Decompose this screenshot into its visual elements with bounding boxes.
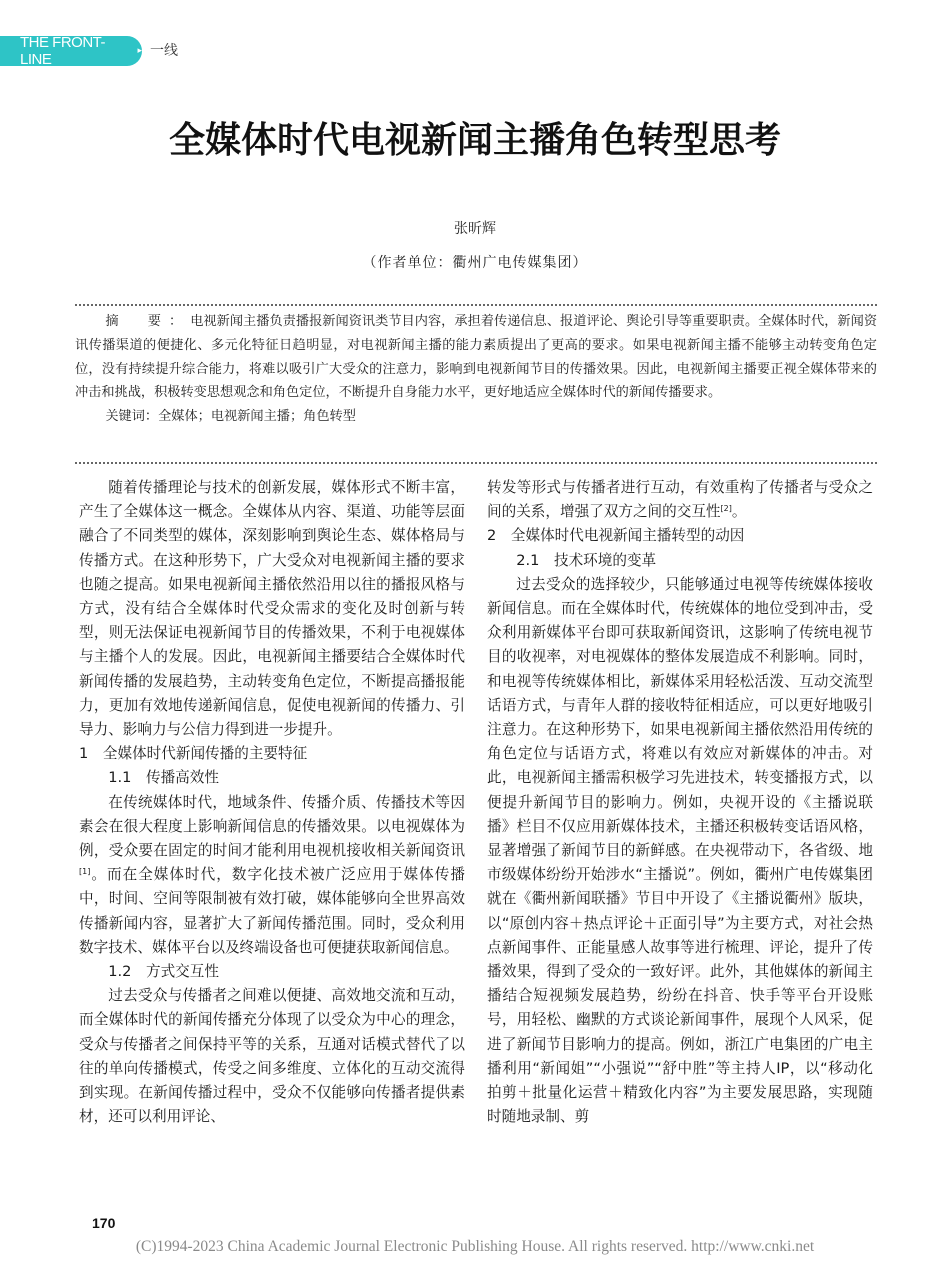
page-number: 170 [92,1215,116,1231]
paragraph-2-1: 过去受众的选择较少，只能够通过电视等传统媒体接收新闻信息。而在全媒体时代，传统媒体的地位受到冲击，受众利用新媒体平台即可获取新闻资讯，这影响了传统电视节目的收视率，对电视媒体的整体发展造成不利影响。同时，和电视等传统媒体相比，新媒体采用轻松活泼、互动交流型话语方式，与青年人群的接收特征相适应，可以更好地吸引注意力。在这种形势下，如果电视新闻主播依然沿用传统的角色定位与话语方式，将难以有效应对新媒体的冲击。对此，电视新闻主播需积极学习先进技术，转变播报方式，以便提升新闻节目的影响力。例如，央视开设的《主播说联播》栏目不仅应用新媒体技术，主播还积极转变话语风格，显著增强了新闻节目的新鲜感。在央视带动下，各省级、地市级媒体纷纷开始涉水“主播说”。例如，衢州广电传媒集团就在《衢州新闻联播》节目中开设了《主播说衢州》版块，以“原创内容＋热点评论＋正面引导”为主要方式，对社会热点新闻事件、正能量感人故事等进行梳理、评论，提升了传播效果，得到了受众的一致好评。此外，其他媒体的新闻主播结合短视频发展趋势，纷纷在抖音、快手等平台开设账号，用轻松、幽默的方式谈论新闻事件，展现个人风采，促进了新闻节目影响力的提高。例如，浙江广电集团的广电主播利用“新闻姐”“小强说”“舒中胜”等主持人IP，以“移动化拍剪＋批量化运营＋精致化内容”为主要发展思路，实现随时随地录制、剪 [487,575,873,1126]
continued-paragraph [487,476,873,524]
play-arrow-icon: ▸ [137,46,142,56]
body-column-left [79,476,465,1129]
intro-paragraph: 随着传播理论与技术的创新发展，媒体形式不断丰富，产生了全媒体这一概念。全媒体从内容、渠道、功能等层面融合了不同类型的媒体，深刻影响到舆论生态、媒体格局与传播方式。在这种形势下，广大受众对电视新闻主播的要求也随之提高。如果电视新闻主播依然沿用以往的播报风格与方式，没有结合全媒体时代受众需求的变化及时创新与转型，则无法保证电视新闻节目的传播效果，不利于电视媒体与主播个人的发展。因此，电视新闻主播要结合全媒体时代新闻传播的发展趋势，主动转变角色定位，不断提高播报能力，更加有效地传递新闻信息，促使电视新闻的传播力、引导力、影响力与公信力得到进一步提升。 [79,479,465,739]
citation-ref-2: [2] [720,504,732,514]
section-heading-2: 2 全媒体时代电视新闻主播转型的动因 [487,527,745,545]
abstract-bottom-divider [75,462,877,464]
body-column-right [487,476,873,1129]
abstract-text: 电视新闻主播负责播报新闻资讯类节目内容，承担着传递信息、报道评论、舆论引导等重要职责。全媒体时代，新闻资讯传播渠道的便捷化、多元化特征日趋明显，对电视新闻主播的能力素质提出了更高的要求。如果电视新闻主播不能够主动转变角色定位，没有持续提升综合能力，将难以吸引广大受众的注意力，影响到电视新闻节目的传播效果。因此，电视新闻主播要正视全媒体带来的冲击和挑战，积极转变思想观念和角色定位，不断提升自身能力水平，更好地适应全媒体时代的新闻传播要求。 [75,314,878,401]
article-title: 全媒体时代电视新闻主播角色转型思考 [168,120,781,161]
subsection-heading-1-1: 1.1 传播高效性 [108,769,219,787]
citation-ref-1: [1] [79,867,91,877]
paragraph-1-1-part-b: 。而在全媒体时代，数字化技术被广泛应用于媒体传播中，时间、空间等限制被有效打破，媒体能够向全世界高效传播新闻内容，显著扩大了新闻传播范围。同时，受众利用数字技术、媒体平台以及终端设备也可便捷获取新闻信息。 [79,866,465,956]
paragraph-1-1-part-a: 在传统媒体时代，地域条件、传播介质、传播技术等因素会在很大程度上影响新闻信息的传播效果。以电视媒体为例，受众要在固定的时间才能利用电视机接收相关新闻资讯 [79,793,465,860]
subsection-heading-1-2: 1.2 方式交互性 [108,963,219,981]
paragraph-1-1 [79,791,465,960]
section-tag [0,36,142,66]
paragraph-1-2: 过去受众与传播者之间难以便捷、高效地交流和互动，而全媒体时代的新闻传播充分体现了以受众为中心的理念，受众与传播者之间保持平等的关系，互通对话模式替代了以往的单向传播模式，传受之间多维度、立体化的互动交流得到实现。在新闻传播过程中，受众不仅能够向传播者提供素材，还可以利用评论、 [79,987,465,1126]
continued-paragraph-part-a: 转发等形式与传播者进行互动，有效重构了传播者与受众之间的关系，增强了双方之间的交互性 [487,479,873,521]
copyright-footer: (C)1994-2023 China Academic Journal Electronic Publishing House. All rights reserved. http://www.cnki.net [135,1238,815,1255]
keywords-label: 关键词： [105,409,159,425]
section-tag-label: THE FRONT-LINE [20,34,105,68]
section-heading-1: 1 全媒体时代新闻传播的主要特征 [79,745,308,763]
author-affiliation: （作者单位：衢州广电传媒集团） [362,255,588,271]
abstract-paragraph [75,310,877,405]
abstract-label: 摘 要： [105,314,191,329]
section-name: 一线 [150,43,178,59]
subsection-heading-2-1: 2.1 技术环境的变革 [516,551,657,569]
author-name: 张昕辉 [454,221,496,237]
abstract-block [75,310,877,429]
keywords-text: 全媒体；电视新闻主播；角色转型 [158,409,356,425]
continued-paragraph-part-b: 。 [731,503,747,521]
abstract-top-divider [75,304,877,306]
keywords-line [75,405,877,429]
